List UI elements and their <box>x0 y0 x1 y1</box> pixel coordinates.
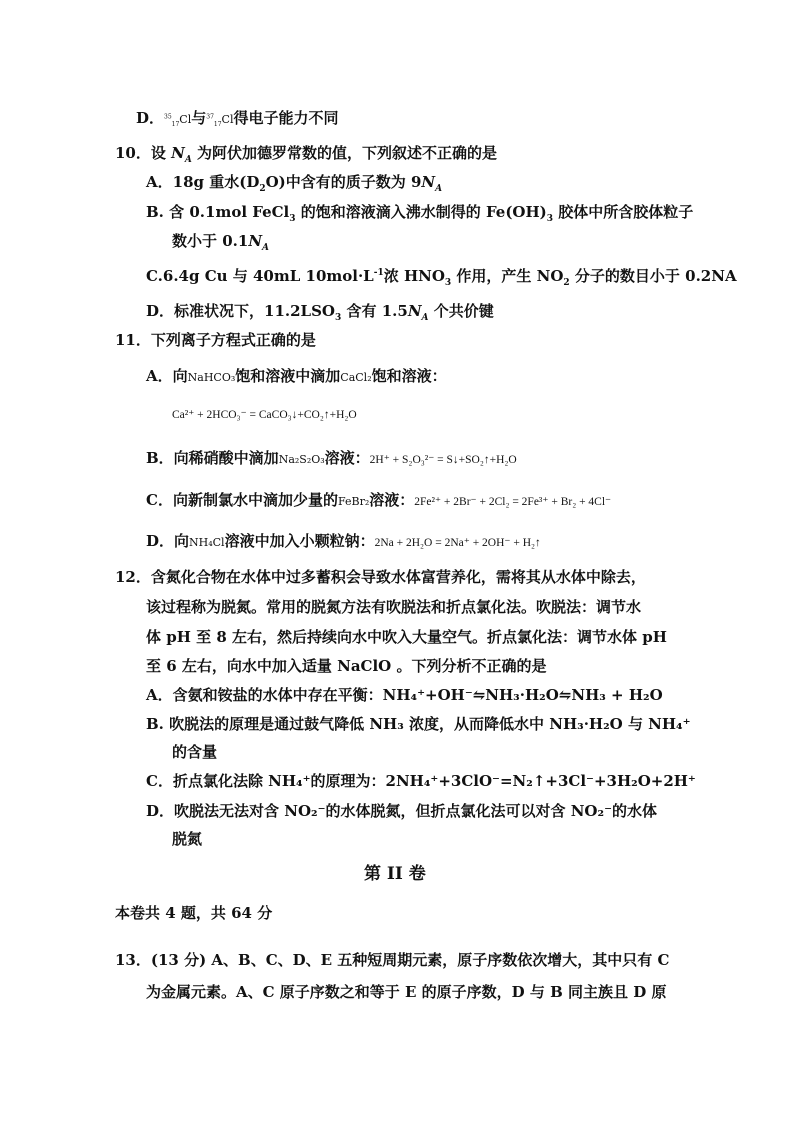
q9-option-d: D．$^{35}_{17}$Cl与$^{37}_{17}$Cl得电子能力不同 <box>136 109 339 129</box>
q10-option-d: D．标准状况下，$11.2LSO_3$ 含有 $1.5N_A$ 个共价键 <box>146 302 494 323</box>
q12-stem-line4: 至 6 左右，向水中加入适量 NaClO 。下列分析不正确的是 <box>146 657 547 675</box>
q10-option-c: C.6.4g Cu 与 40mL $10mol\cdot L^{-1}$浓 $HNO_3$ 作用，产生 $NO_2$ 分子的数目小于 0.2NA <box>146 267 737 288</box>
q11-option-d: D．向NH₄Cl溶液中加入小颗粒钠：2Na + 2H₂O = 2Na⁺ + 2OH⁻ + H₂↑ <box>146 532 541 550</box>
isotope-cl37: $^{37}_{17}$Cl <box>206 113 234 129</box>
q12-option-b-line2: 的含量 <box>172 743 218 761</box>
q12-option-a: A．含氨和铵盐的水体中存在平衡：NH₄⁺+OH⁻⇋NH₃·H₂O⇋NH₃ + H₂O <box>146 686 663 704</box>
q11-option-c: C．向新制氯水中滴加少量的FeBr₂溶液：2Fe²⁺ + 2Br⁻ + 2Cl₂ = 2Fe³⁺ + Br₂ + 4Cl⁻ <box>146 491 612 509</box>
q10-stem: 10．设 $N_A$ 为阿伏加德罗常数的值，下列叙述不正确的是 <box>115 144 498 165</box>
q12-stem-line2: 该过程称为脱氮。常用的脱氮方法有吹脱法和折点氯化法。吹脱法：调节水 <box>146 598 642 616</box>
q10-option-b-line1: B. 含 0.1mol FeCl$_3$ 的饱和溶液滴入沸水制得的 $Fe(OH)_3$ 胶体中所含胶体粒子 <box>146 203 694 224</box>
q12-option-d-line2: 脱氮 <box>172 830 203 848</box>
q12-option-b-line1: B. 吹脱法的原理是通过鼓气降低 NH₃ 浓度，从而降低水中 NH₃·H₂O 与 NH₄⁺ <box>146 715 691 733</box>
q12-stem-line1: 12．含氮化合物在水体中过多蓄积会导致水体富营养化，需将其从水体中除去， <box>115 568 646 586</box>
q11-option-a-equation: Ca²⁺ + 2HCO₃⁻ = CaCO₃↓+CO₂↑+H₂O <box>172 409 357 421</box>
q12-option-d-line1: D．吹脱法无法对含 NO₂⁻的水体脱氮，但折点氯化法可以对含 NO₂⁻的水体 <box>146 802 657 820</box>
q13-stem-line2: 为金属元素。A、C 原子序数之和等于 E 的原子序数，D 与 B 同主族且 D 原 <box>146 983 667 1001</box>
q12-option-c: C．折点氯化法除 NH₄⁺的原理为：2NH₄⁺+3ClO⁻=N₂↑+3Cl⁻+3H₂O+2H⁺ <box>146 772 696 790</box>
q10-option-b-line2: 数小于 $0.1N_A$ <box>172 232 270 253</box>
q13-stem-line1: 13．(13 分) A、B、C、D、E 五种短周期元素，原子序数依次增大，其中只有 C <box>115 951 670 969</box>
q10-option-a: A．18g 重水$(D_2O)$中含有的质子数为 $9N_A$ <box>146 173 443 194</box>
part2-title: 第 II 卷 <box>364 864 426 884</box>
q11-stem: 11．下列离子方程式正确的是 <box>115 331 316 349</box>
part2-note: 本卷共 4 题，共 64 分 <box>115 904 273 922</box>
q12-stem-line3: 体 pH 至 8 左右，然后持续向水中吹入大量空气。折点氯化法：调节水体 pH <box>146 628 667 646</box>
q11-option-a: A．向NaHCO₃饱和溶液中滴加CaCl₂饱和溶液： <box>146 367 447 385</box>
isotope-cl35: $^{35}_{17}$Cl <box>164 113 192 129</box>
q11-option-b: B．向稀硝酸中滴加Na₂S₂O₃溶液：2H⁺ + S₂O₃²⁻ = S↓+SO₂↑+H₂O <box>146 449 517 467</box>
